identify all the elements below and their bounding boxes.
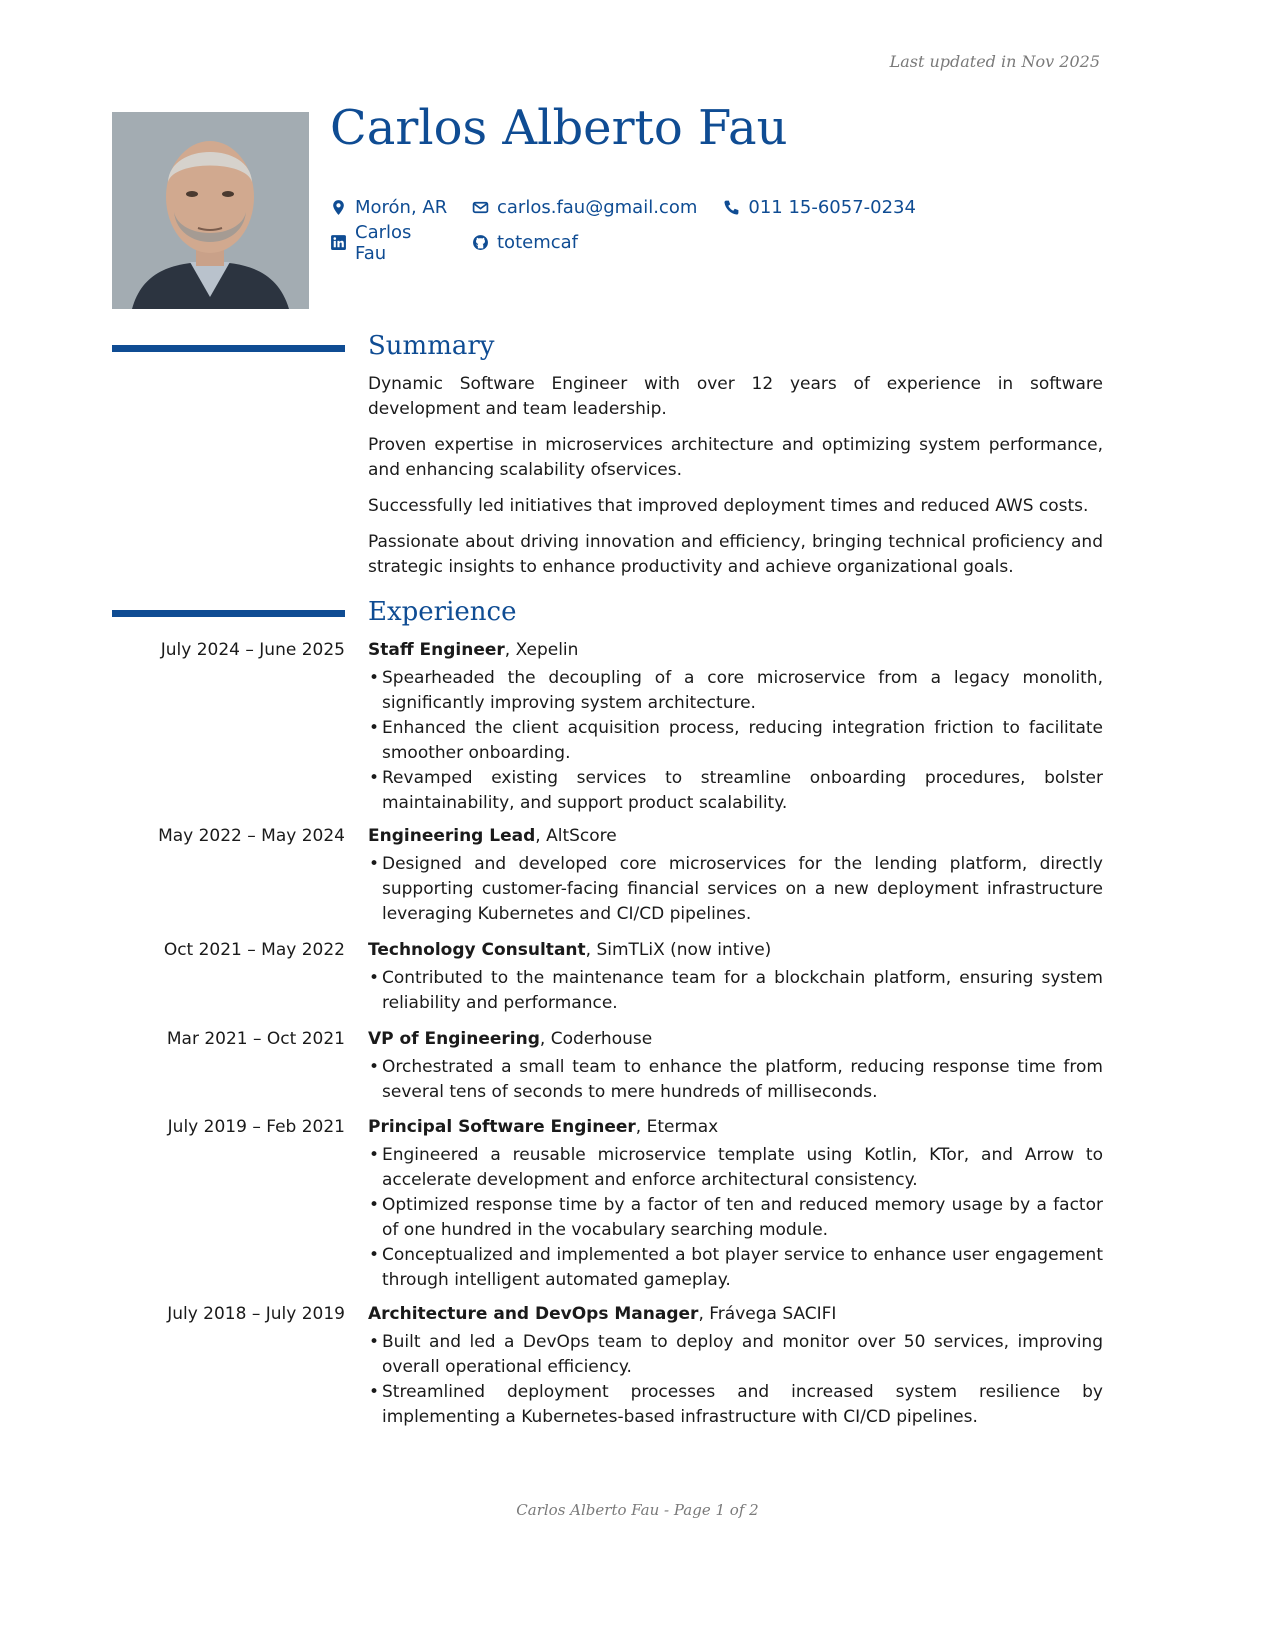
entry-role: VP of Engineering (368, 1029, 540, 1049)
entry-company: , AltScore (535, 826, 617, 846)
email-text: carlos.fau@gmail.com (497, 197, 698, 218)
entry-role: Technology Consultant (368, 940, 586, 960)
summary-paragraph: Proven expertise in microservices architecture and optimizing system performance, and enhancing scalability ofservices. (368, 435, 1103, 480)
entry-role-line (368, 1027, 1103, 1052)
entry-bullet: • Engineered a reusable microservice template using Kotlin, KTor, and Arrow to accelerate development and enforce architectural consistency. (368, 1143, 1103, 1193)
github-link[interactable] (472, 232, 578, 253)
entry-company: , Xepelin (504, 640, 579, 660)
summary-section-bar (112, 345, 345, 352)
phone-link[interactable] (723, 197, 916, 218)
summary-paragraph: Passionate about driving innovation and efficiency, bringing technical proficiency and strategic insights to enhance productivity and achieve organizational goals. (368, 532, 1103, 577)
entry-bullet: • Conceptualized and implemented a bot player service to enhance user engagement through intelligent automated gameplay. (368, 1243, 1103, 1293)
phone-icon (723, 199, 740, 216)
entry-company: , SimTLiX (now intive) (585, 940, 772, 960)
entry-company: , Etermax (635, 1117, 719, 1137)
summary-body (368, 372, 1103, 591)
entry-company: , Frávega SACIFI (698, 1304, 837, 1324)
entry-bullet: • Designed and developed core microservices for the lending platform, directly supporting customer-facing financial services on a new deployment infrastructure leveraging Kubernetes and CI/CD pipelines. (368, 852, 1103, 927)
envelope-icon (472, 199, 489, 216)
entry-role-line (368, 824, 1103, 849)
entry-role: Engineering Lead (368, 826, 536, 846)
entry-date: May 2022 – May 2024 (158, 826, 345, 846)
entry-bullets (368, 666, 1103, 816)
entry-bullets (368, 966, 1103, 1016)
entry-bullet: • Enhanced the client acquisition process, reducing integration friction to facilitate smoother onboarding. (368, 716, 1103, 766)
portrait-image (112, 112, 309, 309)
email-link[interactable] (472, 197, 697, 218)
candidate-name: Carlos Alberto Fau (330, 100, 788, 156)
entry-role-line (368, 1302, 1103, 1327)
phone-text: 011 15-6057-0234 (748, 197, 916, 218)
entry-date: July 2019 – Feb 2021 (167, 1117, 345, 1137)
summary-paragraph: Successfully led initiatives that improved deployment times and reduced AWS costs. (368, 496, 1089, 516)
entry-role: Principal Software Engineer (368, 1117, 636, 1137)
entry-bullet: • Spearheaded the decoupling of a core microservice from a legacy monolith, significantly improving system architecture. (368, 666, 1103, 716)
github-icon (472, 234, 489, 251)
map-pin-icon (330, 199, 347, 216)
contact-info (330, 190, 1030, 264)
entry-bullets (368, 1143, 1103, 1293)
location-item (330, 197, 448, 218)
entry-bullets (368, 1330, 1103, 1430)
entry-role-line (368, 938, 1103, 963)
experience-heading: Experience (368, 597, 517, 627)
entry-role-line (368, 1115, 1103, 1140)
entry-bullet: • Contributed to the maintenance team for a blockchain platform, ensuring system reliability and performance. (368, 966, 1103, 1016)
entry-role: Staff Engineer (368, 640, 505, 660)
profile-photo (112, 112, 309, 309)
entry-bullet: • Revamped existing services to streamline onboarding procedures, bolster maintainability, and support product scalability. (368, 766, 1103, 816)
github-text: totemcaf (497, 232, 578, 253)
entry-bullet: • Optimized response time by a factor of ten and reduced memory usage by a factor of one hundred in the vocabulary searching module. (368, 1193, 1103, 1243)
entry-role: Architecture and DevOps Manager (368, 1304, 699, 1324)
entry-bullets (368, 1055, 1103, 1105)
entry-date: Oct 2021 – May 2022 (163, 940, 345, 960)
experience-section-bar (112, 610, 345, 617)
entry-bullet: • Orchestrated a small team to enhance the platform, reducing response time from several tens of seconds to mere hundreds of milliseconds. (368, 1055, 1103, 1105)
entry-date: July 2018 – July 2019 (167, 1304, 345, 1324)
last-updated: Last updated in Nov 2025 (889, 52, 1100, 71)
entry-company: , Coderhouse (539, 1029, 653, 1049)
contact-row (330, 190, 1030, 225)
summary-heading: Summary (368, 331, 495, 361)
entry-bullets (368, 852, 1103, 927)
entry-date: July 2024 – June 2025 (160, 640, 345, 660)
contact-row (330, 221, 1030, 264)
location-text: Morón, AR (355, 197, 448, 218)
linkedin-icon (330, 234, 347, 251)
entry-bullet: • Built and led a DevOps team to deploy and monitor over 50 services, improving overall operational efficiency. (368, 1330, 1103, 1380)
page-footer: Carlos Alberto Fau - Page 1 of 2 (516, 1501, 759, 1519)
entry-role-line (368, 638, 1103, 663)
linkedin-link[interactable] (330, 222, 448, 264)
entry-date: Mar 2021 – Oct 2021 (166, 1029, 345, 1049)
summary-paragraph: Dynamic Software Engineer with over 12 years of experience in software development and team leadership. (368, 374, 1103, 419)
linkedin-text: Carlos Fau (355, 221, 412, 264)
entry-bullet: • Streamlined deployment processes and increased system resilience by implementing a Kubernetes-based infrastructure with CI/CD pipelines. (368, 1380, 1103, 1430)
